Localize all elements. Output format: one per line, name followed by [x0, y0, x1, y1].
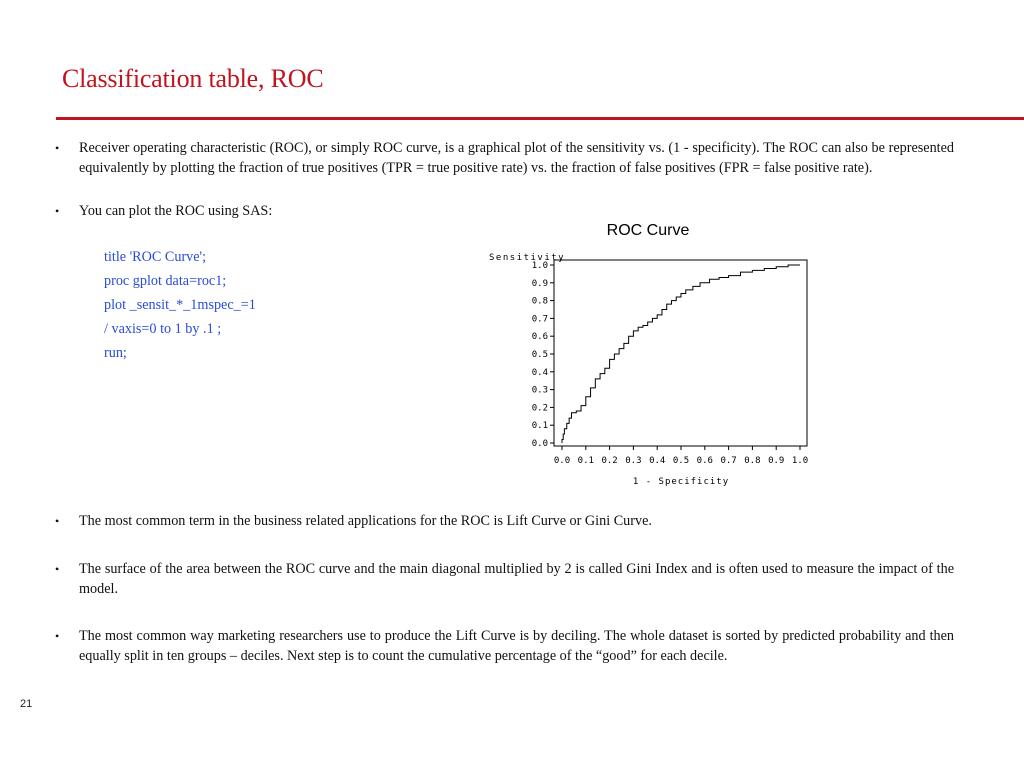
- x-tick-label: 0.2: [601, 456, 618, 466]
- bullet-roc-definition: • Receiver operating characteristic (ROC), or simply ROC curve, is a graphical plot of the sensitivity vs. (1 - specificity). The ROC can also be represented equivalently by plotting the fraction of true positives (TPR = true positive rate) vs. the fraction of false positives (FPR = false positive rate).: [79, 139, 954, 178]
- plot-frame: [554, 260, 807, 446]
- bullet-lift-gini-term: • The most common term in the business related applications for the ROC is Lift Curve or Gini Curve.: [79, 512, 954, 532]
- code-line-proc: proc gplot data=roc1;: [104, 273, 227, 289]
- code-line-plot: plot _sensit_*_1mspec_=1: [104, 297, 256, 313]
- y-tick-label: 0.3: [531, 385, 548, 396]
- roc-curve-line: [562, 265, 800, 443]
- y-tick-label: 0.1: [531, 421, 548, 432]
- bullet-sas-intro: • You can plot the ROC using SAS:: [79, 202, 954, 222]
- x-tick-label: 0.6: [696, 456, 713, 466]
- chart-y-label: Sensitivity: [489, 253, 566, 263]
- y-tick-label: 0.9: [531, 278, 548, 289]
- code-line-vaxis: / vaxis=0 to 1 by .1 ;: [104, 321, 222, 337]
- y-tick-label: 0.6: [531, 332, 548, 343]
- page-number: 21: [20, 698, 33, 710]
- bullet-gini-index: • The surface of the area between the ROC curve and the main diagonal multiplied by 2 is called Gini Index and is often used to measure the impact of the model.: [79, 560, 954, 599]
- bullet-deciling: • The most common way marketing researchers use to produce the Lift Curve is by deciling. The whole dataset is sorted by predicted probability and then equally split in ten groups – deciles. Next step is to count the cumulative percentage of the “good” for each decile.: [79, 627, 954, 666]
- x-tick-label: 0.7: [720, 456, 737, 466]
- x-tick-label: 0.4: [649, 456, 666, 466]
- x-tick-label: 0.0: [553, 456, 571, 466]
- y-tick-label: 1.0: [531, 261, 548, 271]
- y-tick-label: 0.7: [531, 314, 548, 325]
- x-axis: [554, 446, 808, 466]
- y-tick-label: 0.5: [531, 350, 548, 360]
- y-tick-label: 0.4: [531, 367, 548, 378]
- x-tick-label: 0.9: [768, 456, 785, 466]
- y-tick-label: 0.2: [531, 403, 548, 414]
- chart-title: ROC Curve: [606, 222, 690, 239]
- x-tick-label: 0.3: [625, 456, 642, 466]
- x-tick-label: 0.8: [744, 456, 761, 466]
- y-axis: [532, 261, 554, 449]
- code-line-title: title 'ROC Curve';: [104, 249, 207, 265]
- x-tick-label: 1.0: [791, 456, 809, 466]
- x-tick-label: 0.5: [672, 456, 690, 466]
- slide-title: Classification table, ROC: [62, 64, 324, 93]
- y-tick-label: 0.0: [531, 439, 548, 449]
- title-divider: [56, 117, 1024, 120]
- chart-x-label: 1 - Specificity: [632, 477, 730, 487]
- roc-chart: [480, 215, 830, 490]
- x-tick-label: 0.1: [577, 456, 594, 466]
- code-line-run: run;: [104, 345, 127, 361]
- y-tick-label: 0.8: [531, 296, 548, 307]
